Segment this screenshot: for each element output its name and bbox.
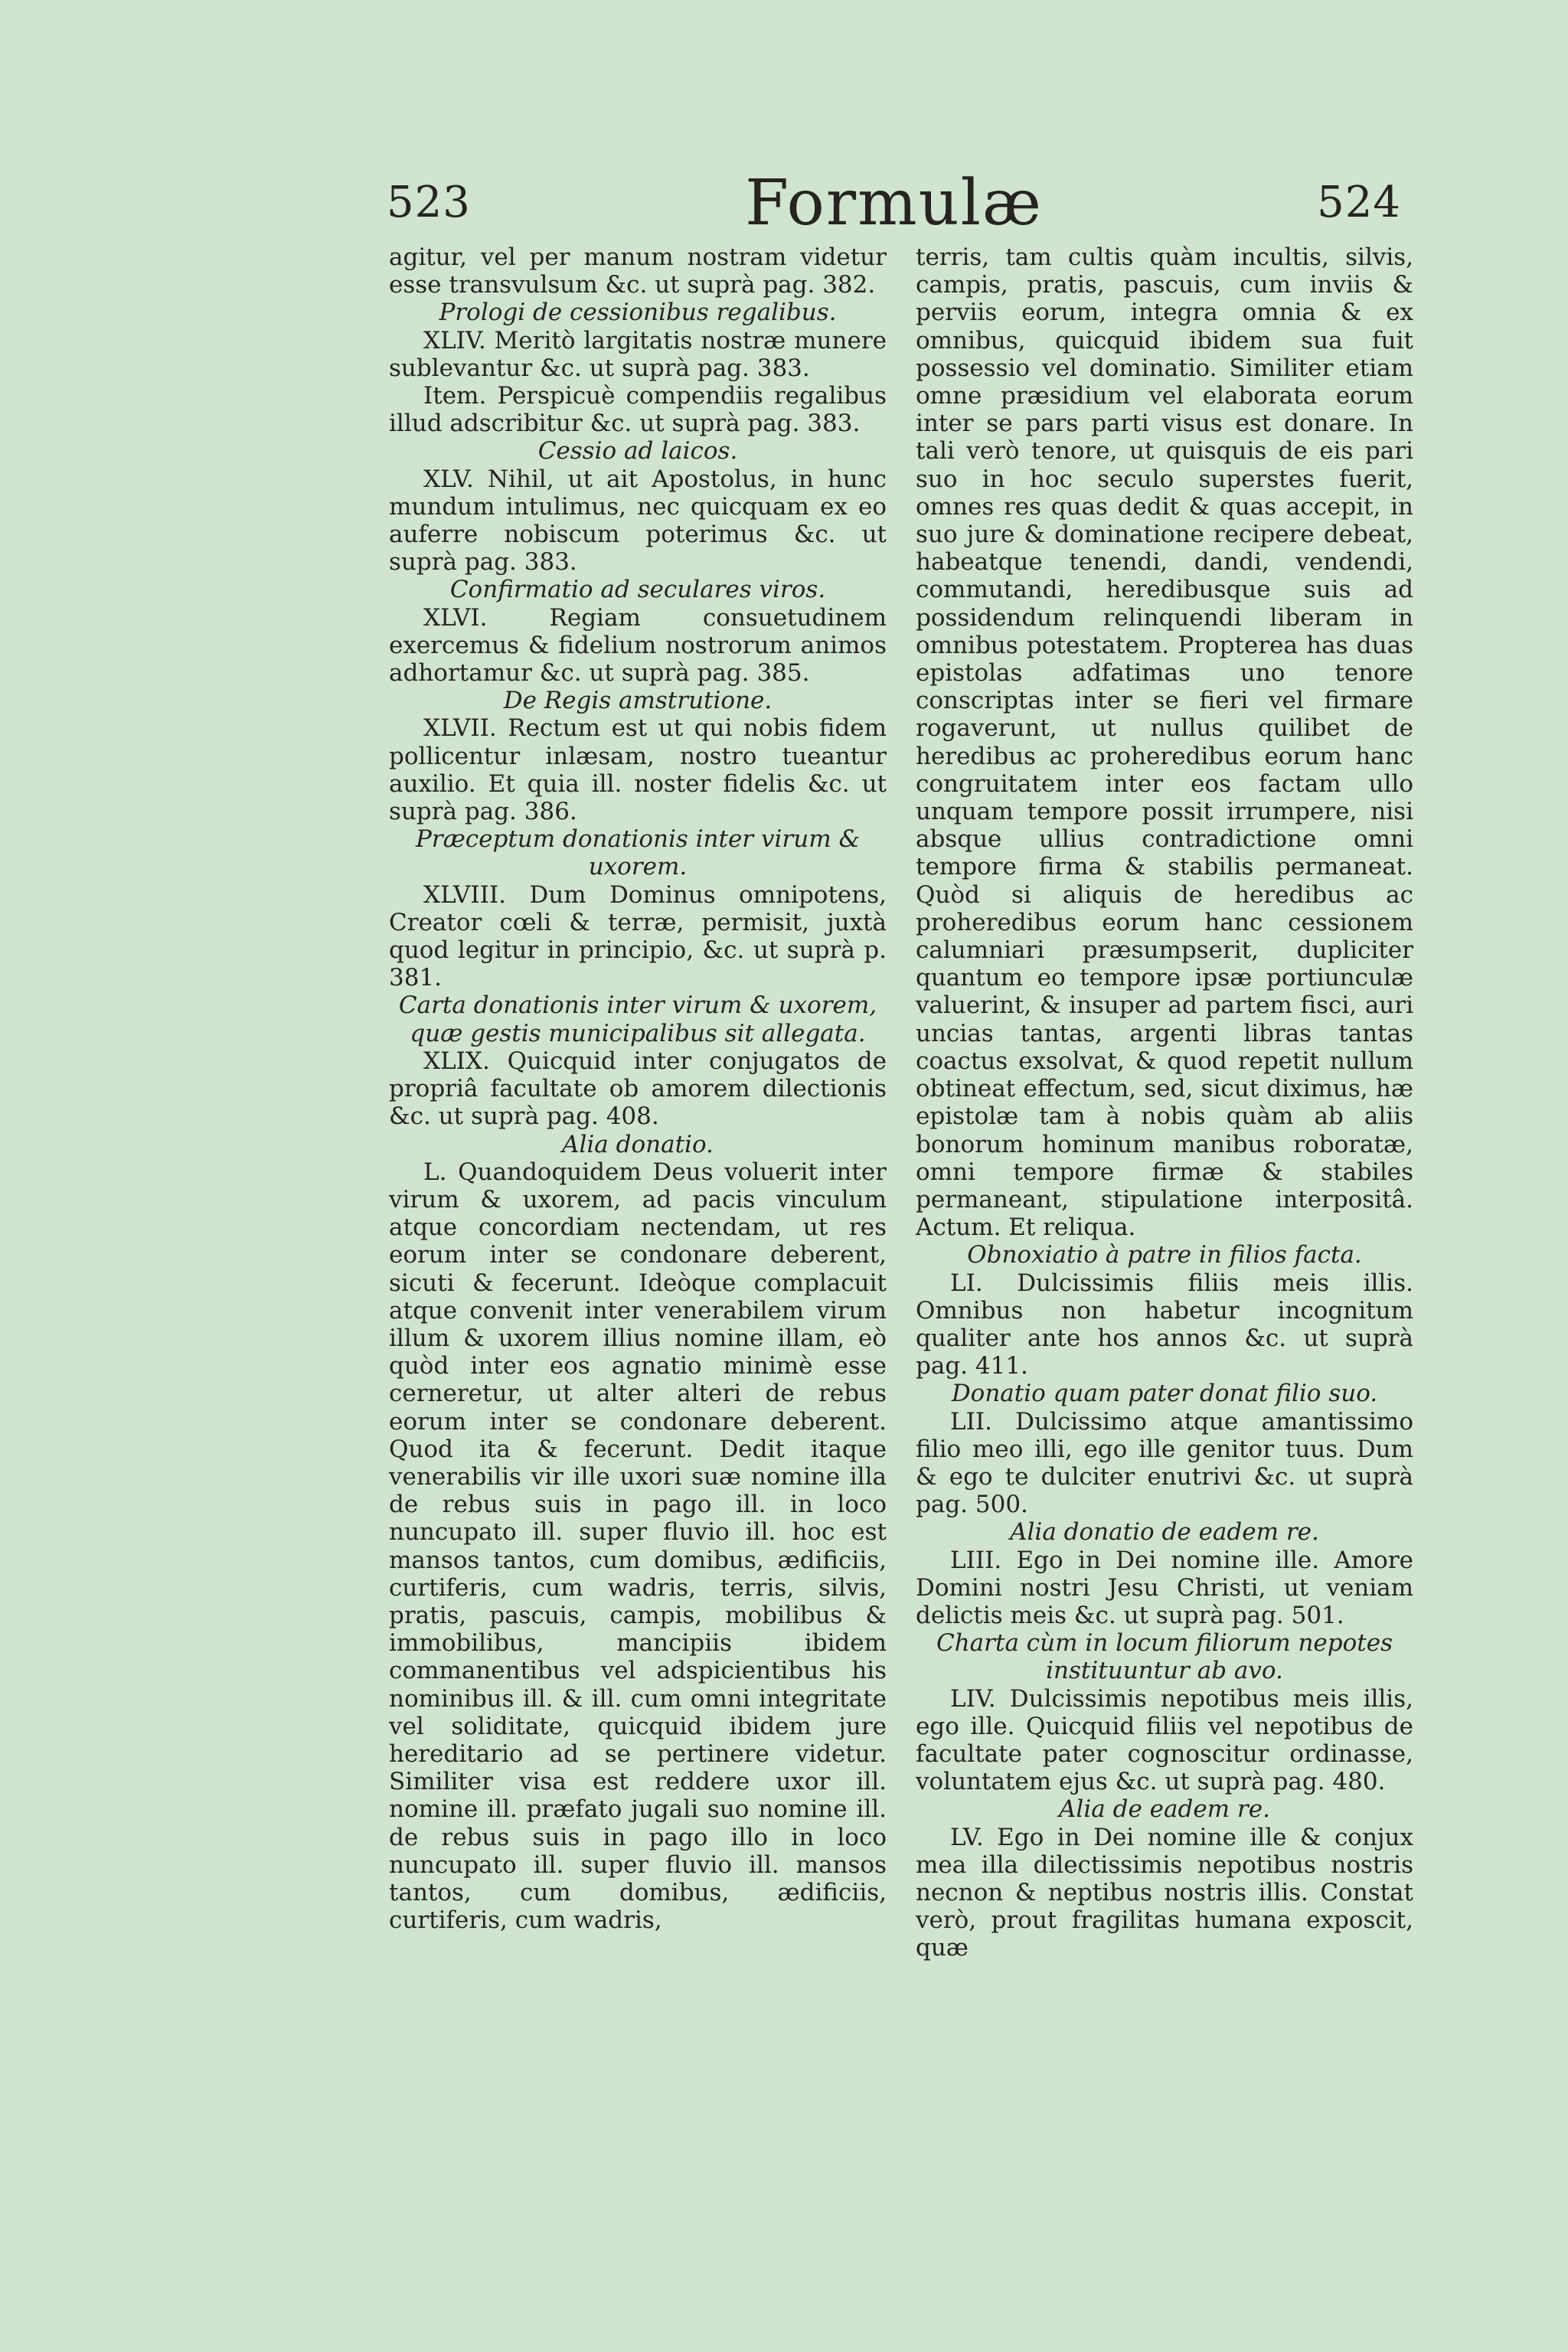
section-heading: Alia donatio.	[562, 1130, 714, 1158]
text-paragraph: LII. Dulcissimo atque amantissimo filio meo illi, ego ille genitor tuus. Dum & ego te dulciter enutrivi &c. ut suprà pag. 500.	[916, 1407, 1413, 1519]
text-paragraph: L. Quandoquidem Deus voluerit inter virum & uxorem, ad pacis vinculum atque concordiam nectendam, ut res eorum inter se condonare deberent, sicuti & fecerunt. Ideòque complacuit atque convenit inter venerabilem virum illum & uxorem illius nomine illam, eò quòd inter eos agnatio minimè esse cerneretur, ut alter alteri de rebus eorum inter se condonare deberent. Quod ita & fecerunt. Dedit itaque venerabilis vir ille uxori suæ nomine illa de rebus suis in pago ill. in loco nuncupato ill. super fluvio ill. hoc est mansos tantos, cum domibus, ædificiis, curtiferis, cum wadris, terris, silvis, pratis, pascuis, campis, mobilibus & immobilibus, mancipiis ibidem commanentibus vel adspicientibus his nominibus ill. & ill. cum omni integritate vel soliditate, quicquid ibidem jure hereditario ad se pertinere videtur. Similiter visa est reddere uxor ill. nomine ill. præfato jugali suo nomine ill. de rebus suis in pago illo in loco nuncupato ill. super fluvio ill. mansos tantos, cum domibus, ædificiis, curtiferis, cum wadris,	[389, 1158, 887, 1935]
section-heading: Cessio ad laicos.	[537, 437, 738, 466]
text-paragraph: terris, tam cultis quàm incultis, silvis, campis, pratis, pascuis, cum inviis & perviis eorum, integra omnia & ex omnibus, quicquid ibidem sua fuit possessio vel dominatio. Similiter etiam omne præsidium vel elaborata eorum inter se pars parti visus est donare. In tali verò tenore, ut quisquis de eis pari suo in hoc seculo superstes fuerit, omnes res quas dedit & quas accepit, in suo jure & dominatione recipere debeat, habeatque tenendi, dandi, vendendi, commutandi, heredibusque suis ad possidendum relinquendi liberam in omnibus potestatem. Propterea has duas epistolas adfatimas uno tenore conscriptas inter se fieri vel firmare rogaverunt, ut nullus quilibet de heredibus ac proheredibus eorum hanc congruitatem inter eos factam ullo unquam tempore possit irrumpere, nisi absque ullius contradictione omni tempore firma & stabilis permaneat. Quòd si aliquis de heredibus ac proheredibus eorum hanc cessionem calumniari præsumpserit, dupliciter quantum eo tempore ipsæ portiunculæ valuerint, & insuper ad partem fisci, auri uncias tantas, argenti libras tantas coactus exsolvat, & quod repetit nullum obtineat effectum, sed, sicut diximus, hæ epistolæ tam à nobis quàm ab aliis bonorum hominum manibus roboratæ, omni tempore firmæ & stabiles permaneant, stipulatione interpositâ. Actum. Et reliqua.	[916, 243, 1413, 1242]
text-paragraph: XLIX. Quicquid inter conjugatos de propriâ facultate ob amorem dilectionis &c. ut suprà pag. 408.	[389, 1047, 887, 1131]
section-heading: Confirmatio ad seculares viros.	[449, 576, 826, 604]
section-heading: Alia donatio de eadem re.	[1010, 1518, 1319, 1547]
text-paragraph: LIII. Ego in Dei nomine ille. Amore Domini nostri Jesu Christi, ut veniam delictis meis &c. ut suprà pag. 501.	[916, 1546, 1413, 1629]
text-paragraph: LV. Ego in Dei nomine ille & conjux mea illa dilectissimis nepotibus nostris necnon & neptibus nostris illis. Constat verò, prout fragilitas humana exposcit, quæ	[916, 1823, 1413, 1962]
page-header	[387, 167, 1401, 251]
section-heading: Donatio quam pater donat filio suo.	[951, 1380, 1378, 1408]
text-paragraph: XLV. Nihil, ut ait Apostolus, in hunc mundum intulimus, nec quicquam ex eo auferre nobiscum poterimus &c. ut suprà pag. 383.	[389, 465, 887, 577]
text-paragraph: XLVIII. Dum Dominus omnipotens, Creator cœli & terræ, permisit, juxtà quod legitur in principio, &c. ut suprà p. 381.	[389, 880, 887, 992]
text-paragraph: agitur, vel per manum nostram videtur esse transvulsum &c. ut suprà pag. 382.	[389, 243, 887, 299]
text-paragraph: XLIV. Meritò largitatis nostræ munere sublevantur &c. ut suprà pag. 383.	[389, 326, 887, 382]
running-title: Formulæ	[745, 167, 1043, 240]
right-column	[916, 243, 1413, 1962]
section-heading: Obnoxiatio à patre in filios facta.	[967, 1241, 1362, 1269]
section-heading: Carta donationis inter virum & uxorem, quæ gestis municipalibus sit allegata.	[398, 991, 877, 1047]
section-heading: Prologi de cessionibus regalibus.	[439, 299, 837, 327]
section-heading: Præceptum donationis inter virum & uxorem.	[415, 825, 861, 881]
page-number-left: 523	[387, 178, 471, 227]
section-heading: Charta cùm in locum filiorum nepotes instituuntur ab avo.	[936, 1629, 1393, 1685]
section-heading: Alia de eadem re.	[1059, 1795, 1270, 1824]
text-paragraph: Item. Perspicuè compendiis regalibus illud adscribitur &c. ut suprà pag. 383.	[389, 382, 887, 438]
page-number-right: 524	[1317, 178, 1401, 227]
text-paragraph: LIV. Dulcissimis nepotibus meis illis, ego ille. Quicquid filiis vel nepotibus de facultate pater cognoscitur ordinasse, voluntatem ejus &c. ut suprà pag. 480.	[916, 1684, 1413, 1796]
text-paragraph: XLVII. Rectum est ut qui nobis fidem pollicentur inlæsam, nostro tueantur auxilio. Et quia ill. noster fidelis &c. ut suprà pag. 386.	[389, 714, 887, 826]
text-paragraph: LI. Dulcissimis filiis meis illis. Omnibus non habetur incognitum qualiter ante hos annos &c. ut suprà pag. 411.	[916, 1269, 1413, 1380]
text-paragraph: XLVI. Regiam consuetudinem exercemus & fidelium nostrorum animos adhortamur &c. ut suprà pag. 385.	[389, 603, 887, 688]
section-heading: De Regis amstrutione.	[503, 687, 773, 715]
left-column	[389, 243, 887, 1934]
